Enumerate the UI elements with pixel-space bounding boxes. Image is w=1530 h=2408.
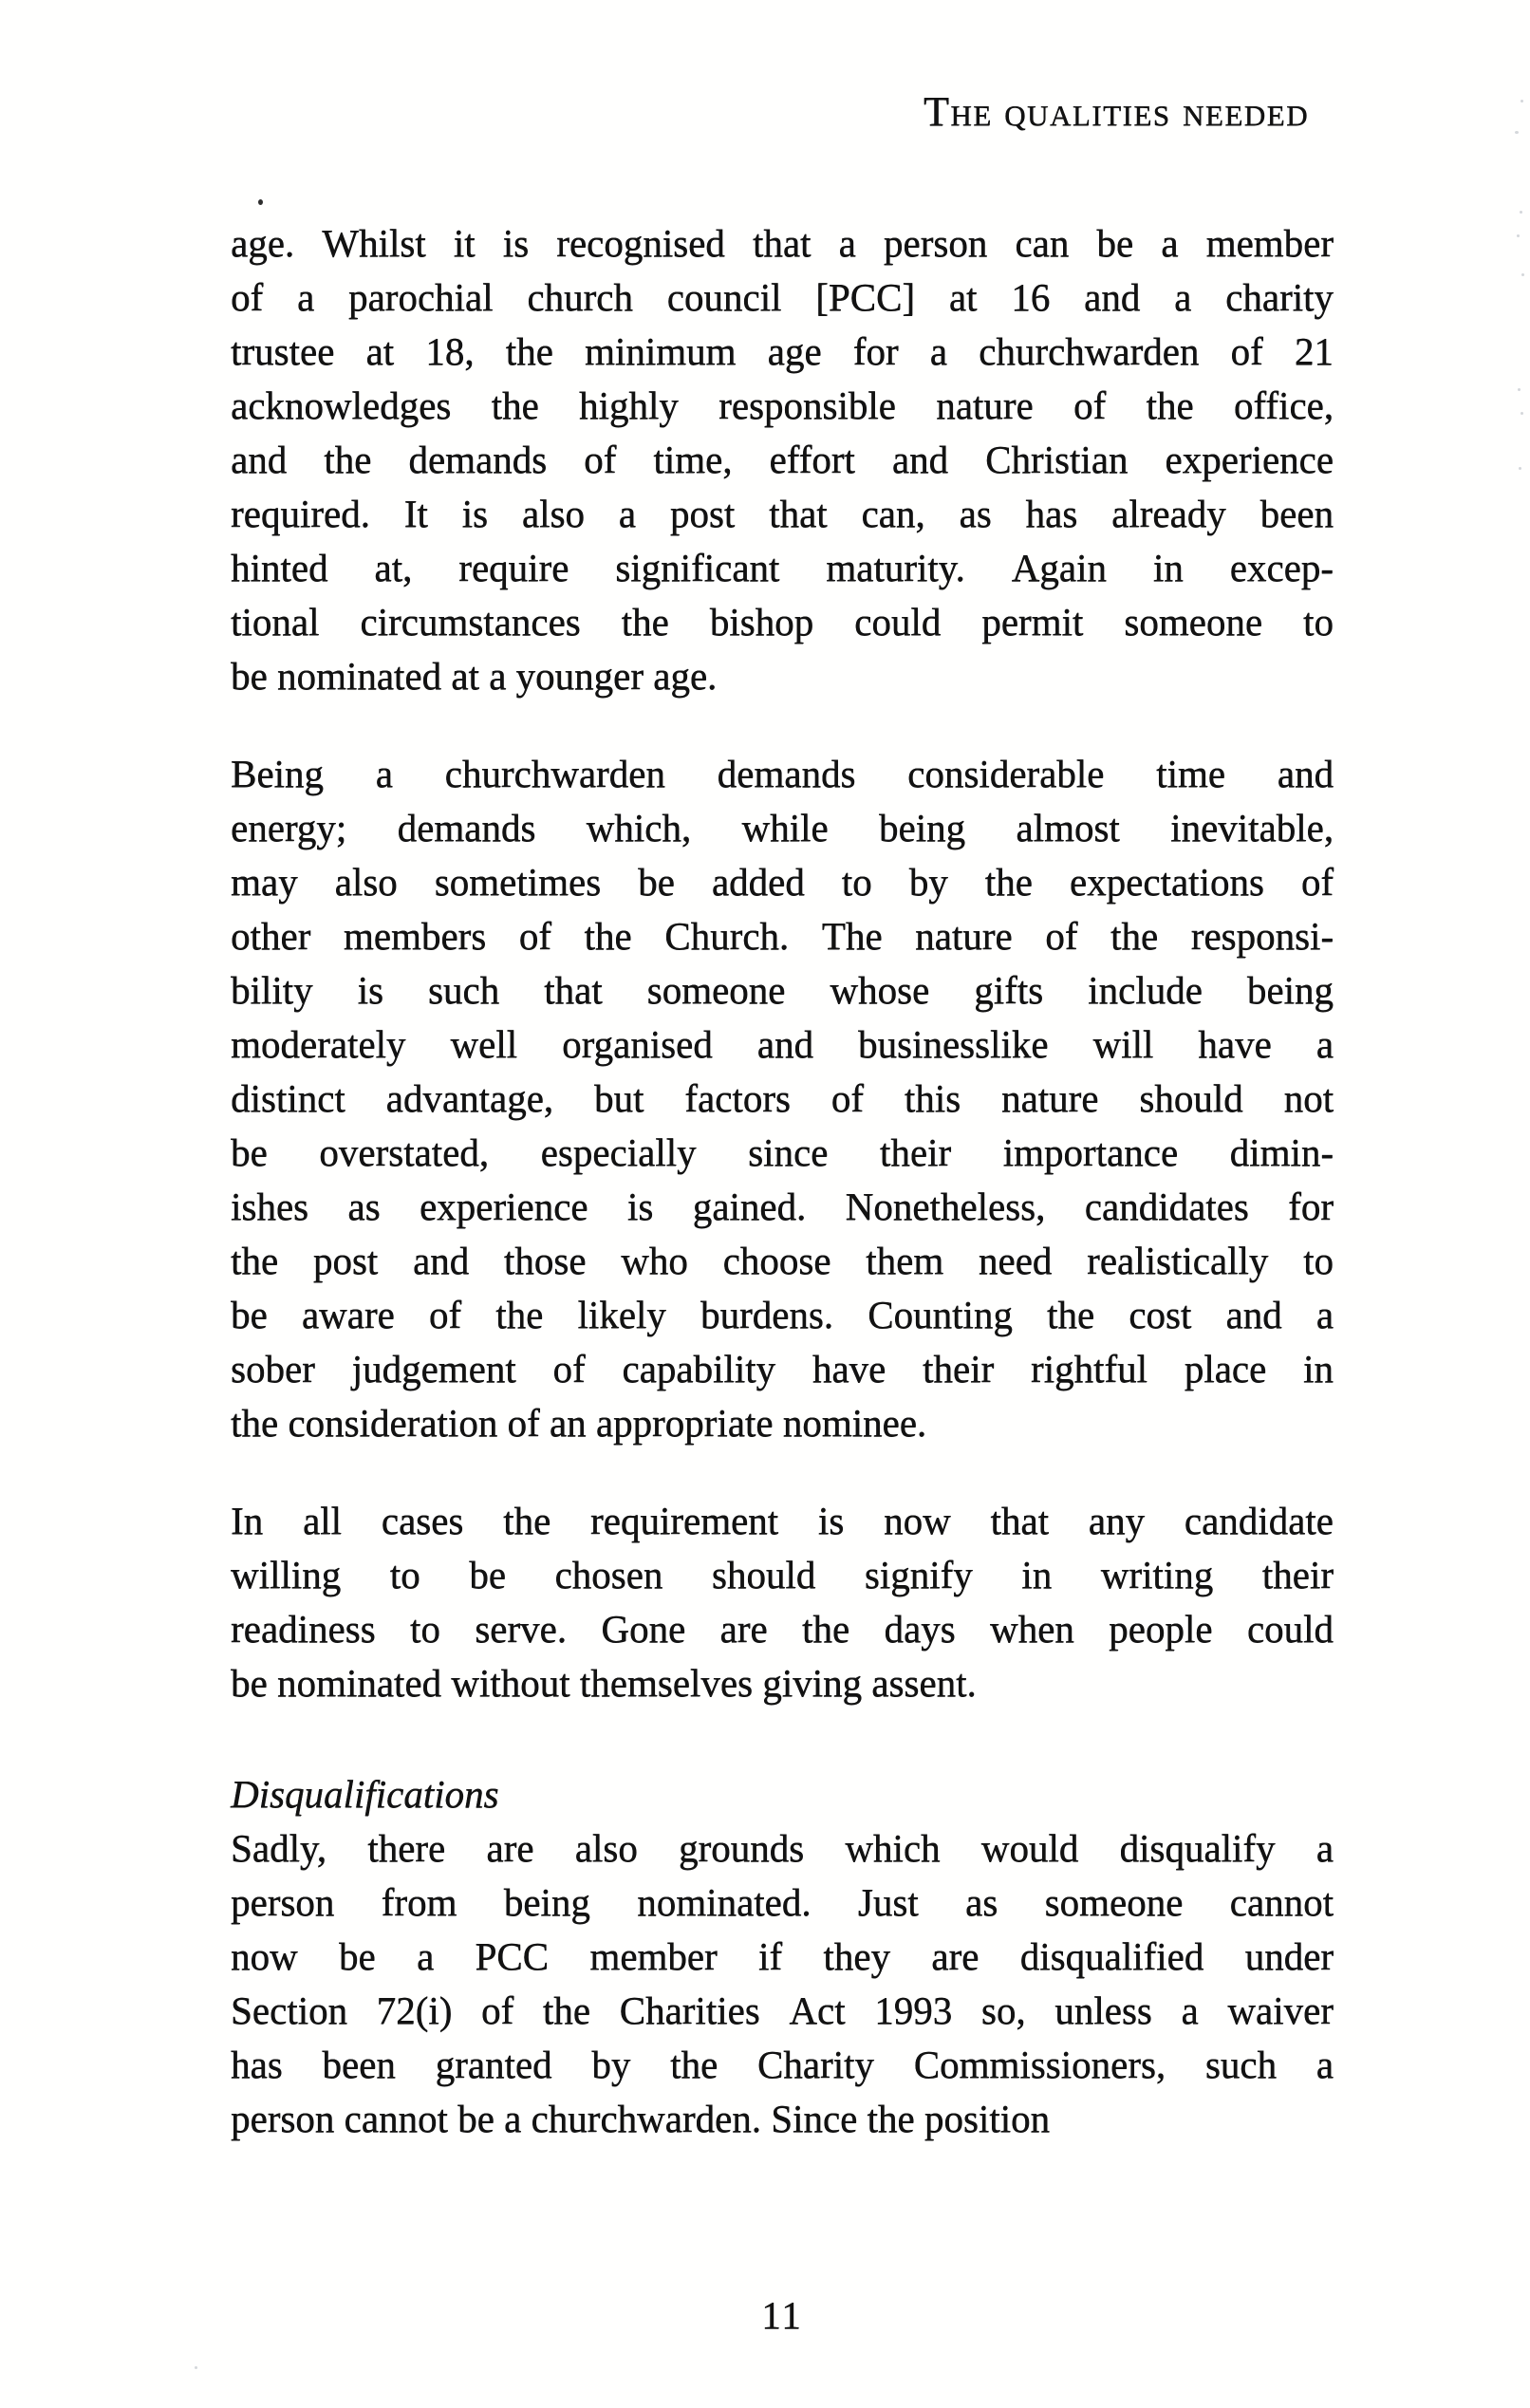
text-line: the consideration of an appropriate nominee. bbox=[231, 1401, 927, 1445]
text-line: Section 72(i) of the Charities Act 1993 so, unless a waiver bbox=[231, 1988, 1334, 2032]
text-line: Being a churchwarden demands considerable time and bbox=[231, 752, 1334, 795]
text-line: of a parochial church council [PCC] at 16 and a charity bbox=[231, 275, 1334, 319]
scan-speck bbox=[195, 2366, 197, 2369]
paragraph bbox=[231, 1821, 1334, 2146]
text-line: may also sometimes be added to by the expectations of bbox=[231, 860, 1334, 904]
paragraph bbox=[231, 1494, 1334, 1710]
scan-speck bbox=[1517, 234, 1520, 237]
text-line: and the demands of time, effort and Christian experience bbox=[231, 438, 1334, 481]
text-line: required. It is also a post that can, as has already been bbox=[231, 492, 1334, 535]
text-line: readiness to serve. Gone are the days when people could bbox=[231, 1607, 1334, 1651]
text-line: has been granted by the Charity Commissioners, such a bbox=[231, 2043, 1334, 2086]
text-line: be nominated without themselves giving assent. bbox=[231, 1661, 977, 1705]
running-header: The qualities needed bbox=[923, 88, 1309, 135]
text-line: tional circumstances the bishop could permit someone to bbox=[231, 600, 1334, 644]
heading-text: Disqualifications bbox=[231, 1772, 499, 1816]
text-line: be aware of the likely burdens. Counting the cost and a bbox=[231, 1293, 1334, 1336]
text-line: Sadly, there are also grounds which would disqualify a bbox=[231, 1826, 1334, 1870]
text-line: person from being nominated. Just as someone cannot bbox=[231, 1880, 1334, 1924]
paragraph bbox=[231, 216, 1334, 703]
scan-speck bbox=[1521, 273, 1524, 276]
text-line: willing to be chosen should signify in writing their bbox=[231, 1553, 1334, 1596]
section-heading bbox=[231, 1767, 1334, 1821]
scan-speck bbox=[1521, 412, 1523, 415]
scan-speck bbox=[1521, 100, 1523, 103]
text-line: other members of the Church. The nature of the responsi- bbox=[231, 914, 1334, 958]
text-line: ishes as experience is gained. Nonetheless, candidates for bbox=[231, 1185, 1334, 1228]
text-line: In all cases the requirement is now that any candidate bbox=[231, 1499, 1334, 1542]
page-number: 11 bbox=[761, 2293, 803, 2337]
text-line: bility is such that someone whose gifts include being bbox=[231, 968, 1334, 1012]
text-line: be overstated, especially since their importance dimin- bbox=[231, 1130, 1334, 1174]
text-line: the post and those who choose them need realistically to bbox=[231, 1239, 1334, 1282]
paragraph bbox=[231, 747, 1334, 1450]
scan-speck bbox=[1520, 211, 1522, 214]
text-line: acknowledges the highly responsible nature of the office, bbox=[231, 383, 1334, 427]
text-line: energy; demands which, while being almost inevitable, bbox=[231, 806, 1334, 849]
text-line: person cannot be a churchwarden. Since the position bbox=[231, 2097, 1051, 2140]
text-line: distinct advantage, but factors of this nature should not bbox=[231, 1076, 1334, 1120]
text-line: trustee at 18, the minimum age for a churchwarden of 21 bbox=[231, 329, 1334, 373]
text-line: hinted at, require significant maturity. Again in excep- bbox=[231, 546, 1334, 589]
text-line: be nominated at a younger age. bbox=[231, 654, 718, 698]
text-line: now be a PCC member if they are disqualified under bbox=[231, 1934, 1334, 1978]
text-line: age. Whilst it is recognised that a person can be a member bbox=[231, 221, 1334, 265]
scan-speck bbox=[1519, 467, 1521, 470]
text-column bbox=[231, 88, 1334, 2343]
scan-speck bbox=[1518, 388, 1521, 391]
text-line: sober judgement of capability have their rightful place in bbox=[231, 1347, 1334, 1391]
scan-speck bbox=[1515, 131, 1519, 134]
text-line: moderately well organised and businesslike will have a bbox=[231, 1022, 1334, 1066]
